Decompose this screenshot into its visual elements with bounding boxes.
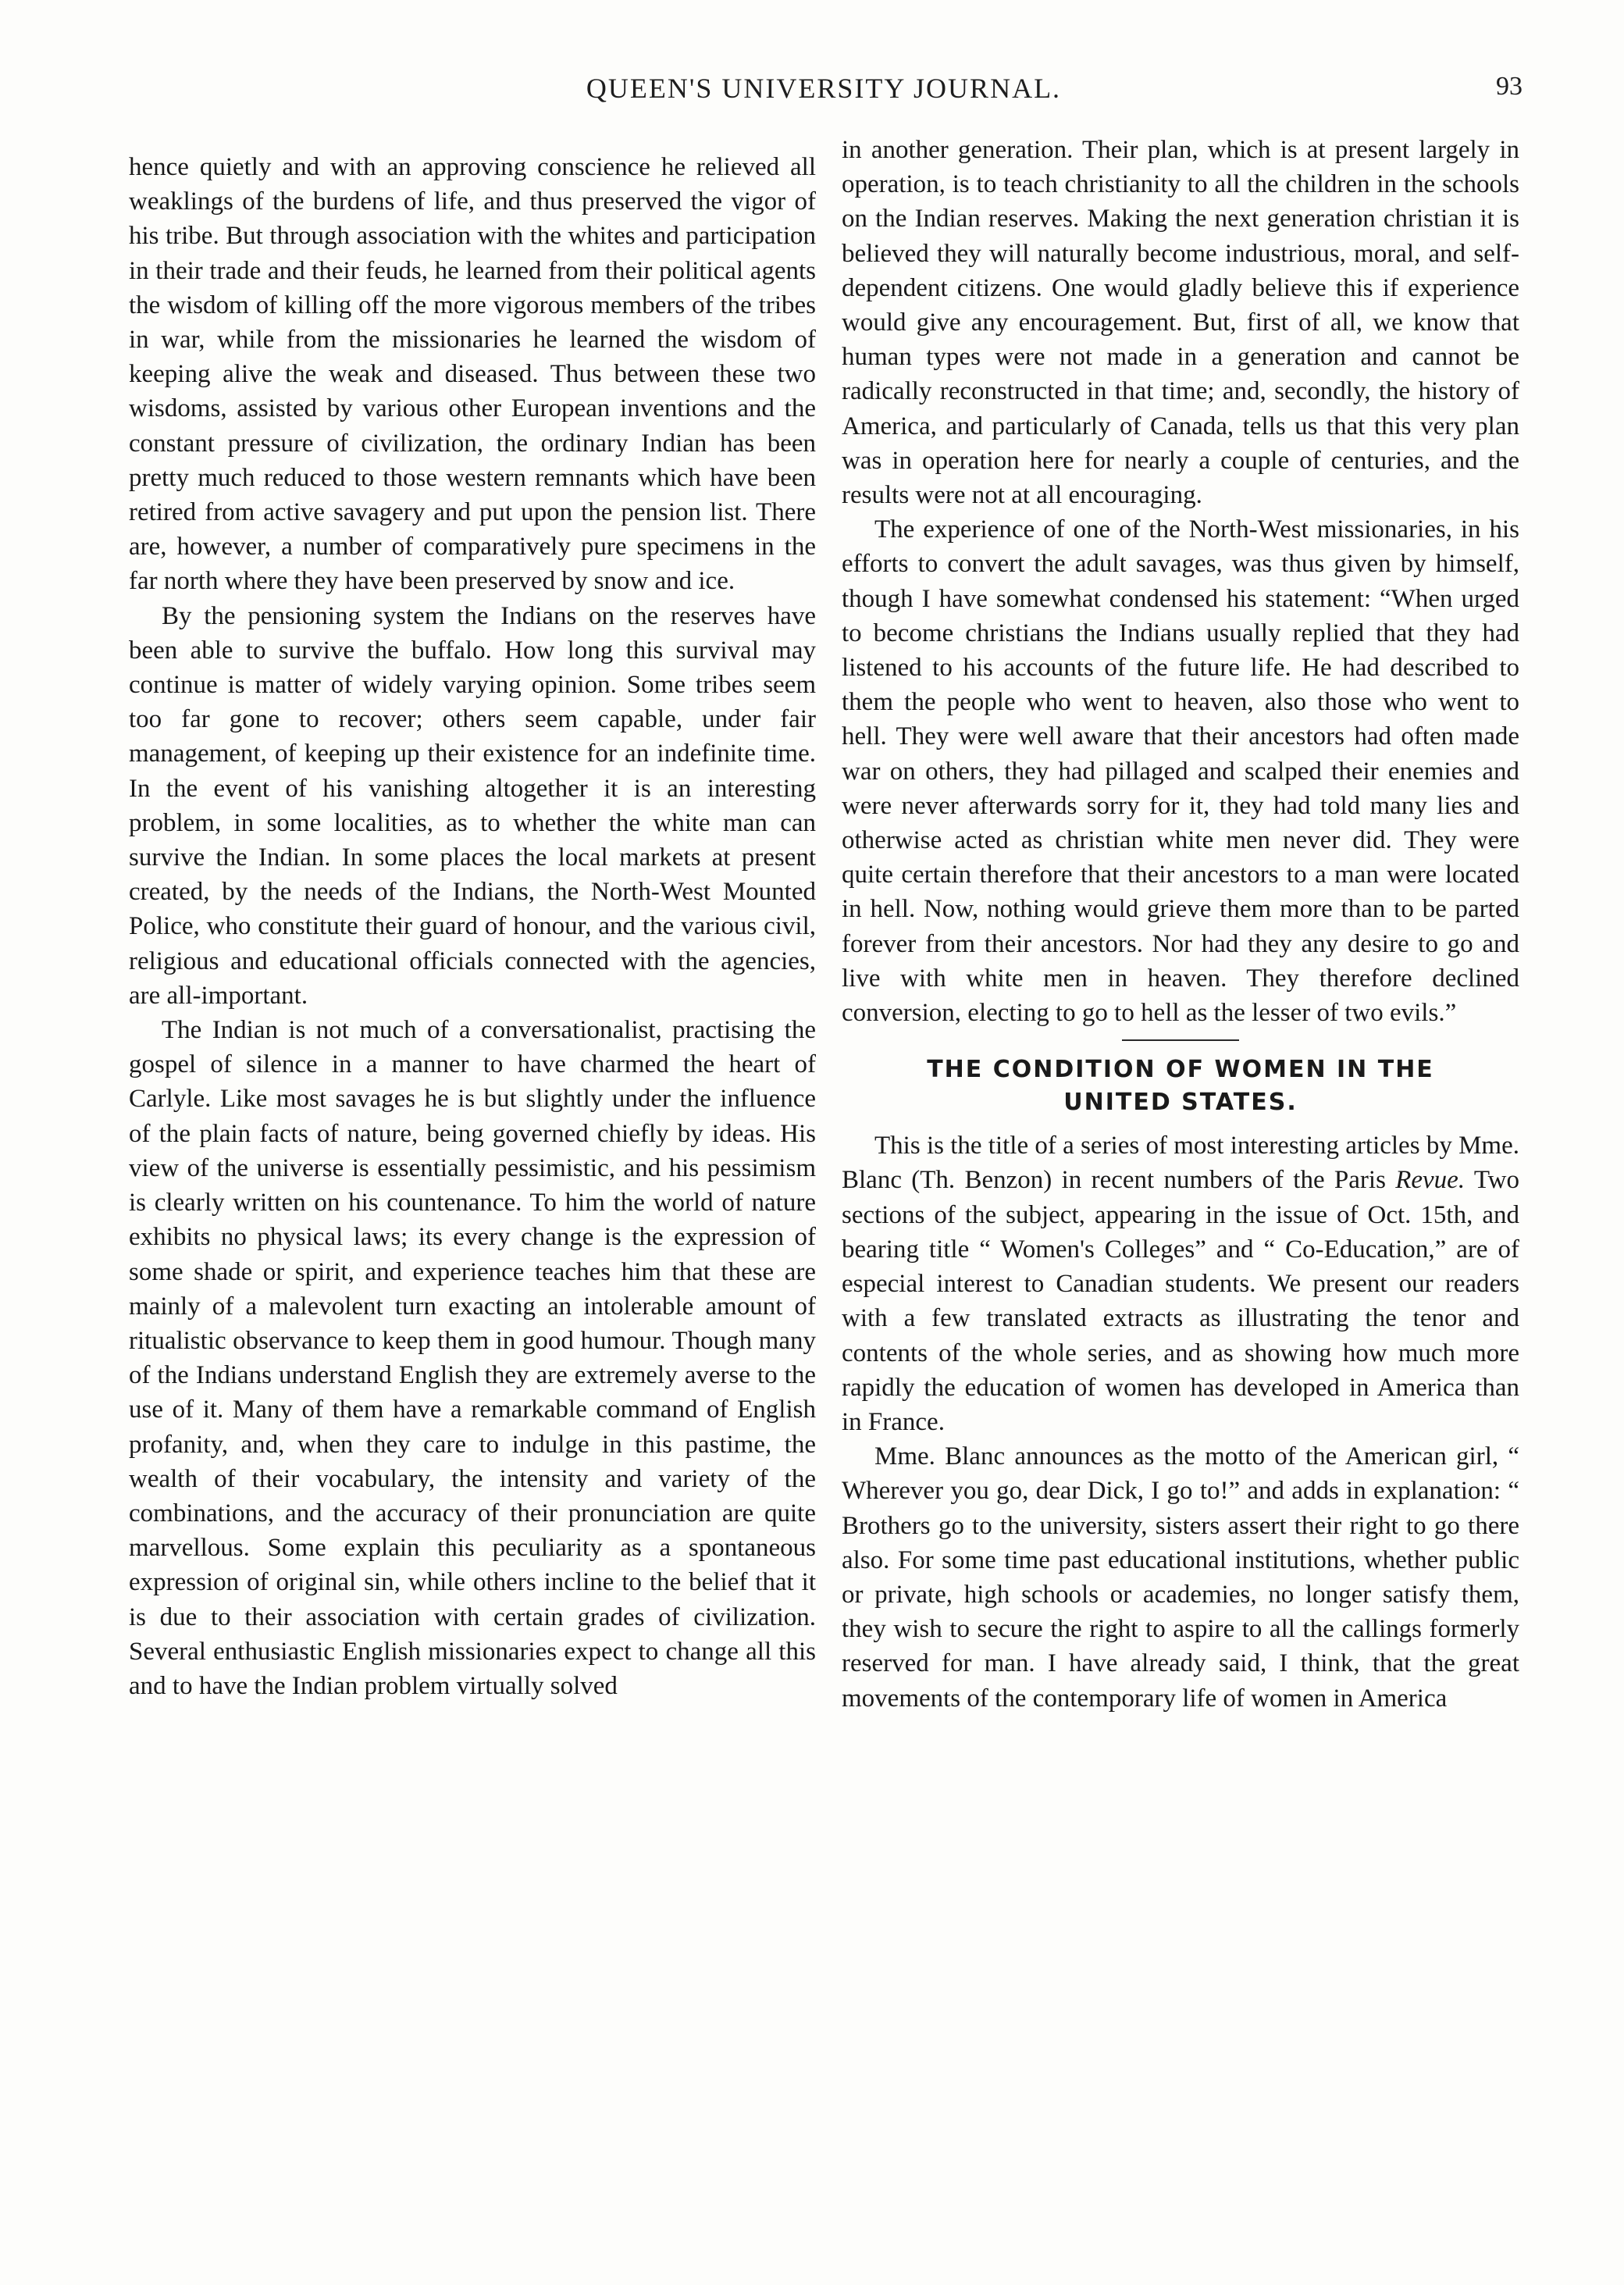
left-column (129, 150, 816, 1703)
journal-name: Revue. (1395, 1166, 1466, 1195)
article-heading-line: UNITED STATES. (1063, 1089, 1298, 1117)
paragraph: The experience of one of the North-West missionaries, in his efforts to convert the adult savages, was thus given by himself, though I have somewhat condensed his statement: “When urged to become christians the Indians usually replied that they had listened to his accounts of the future life. He had described to them the people who went to heaven, also those who went to hell. They were well aware that their ancestors had often made war on others, they had pillaged and scalped their enemies and were never afterwards sorry for it, they had told many lies and otherwise acted as christian white men never did. They were quite certain therefore that their ancestors to a man were located in hell. Now, nothing would grieve them more than to be parted forever from their ancestors. Nor had they any desire to go and live with white men in heaven. They therefore declined conversion, electing to go to hell as the lesser of two evils.” (842, 515, 1519, 1028)
paragraph: in another generation. Their plan, which is at present largely in operation, is to teach christianity to all the children in the schools on the Indian reserves. Making the next generation christian it is believed they will naturally become industrious, moral, and self-dependent citizens. One would gladly believe this if experience would give any encouragement. But, first of all, we know that human types were not made in a generation and cannot be radically reconstructed in that time; and, secondly, the history of America, and particularly of Canada, tells us that this very plan was in operation here for nearly a couple of centuries, and the results were not at all encouraging. (842, 136, 1519, 510)
article-heading (842, 1053, 1519, 1119)
paragraph: Mme. Blanc announces as the motto of the American girl, “ Wherever you go, dear Dick, I go to!” and adds in explanation: “ Brothers go to the university, sisters assert their right to go there also. For some time past educational institutions, whether public or private, high schools or academies, no longer satisfy them, they wish to secure the right to aspire to all the callings formerly reserved for man. I have already said, I think, that the great movements of the contemporary life of women in America (842, 1442, 1519, 1713)
paragraph: hence quietly and with an approving conscience he relieved all weaklings of the burdens of life, and thus preserved the vigor of his tribe. But through association with the whites and participation in their trade and their feuds, he learned from their political agents the wisdom of killing off the more vigorous members of the tribes in war, while from the missionaries he learned the wisdom of keeping alive the weak and diseased. Thus between these two wisdoms, assisted by various other European inventions and the constant pressure of civilization, the ordinary Indian has been pretty much reduced to those western remnants which have been retired from active savagery and put upon the pension list. There are, however, a number of comparatively pure specimens in the far north where they have been preserved by snow and ice. (129, 153, 816, 596)
paragraph (842, 1128, 1519, 1439)
paragraph-text: This is the title of a series of most interesting articles by Mme. Blanc (Th. Benzon) in recent numbers of the Paris (842, 1132, 1519, 1195)
right-column (842, 133, 1519, 1716)
running-title: QUEEN'S UNIVERSITY JOURNAL. (586, 73, 1062, 104)
paragraph: The Indian is not much of a conversationalist, practising the gospel of silence in a manner to have charmed the heart of Carlyle. Like most savages he is but slightly under the influence of the plain facts of nature, being governed chiefly by ideas. His view of the universe is essentially pessimistic, and his pessimism is clearly written on his countenance. To him the world of nature exhibits no physical laws; its every change is the expression of some shade or spirit, and experience teaches him that these are mainly of a malevolent turn exacting an intolerable amount of ritualistic observance to keep them in good humour. Though many of the Indians understand English they are extremely averse to the use of it. Many of them have a remarkable command of English profanity, and, when they care to indulge in this pastime, the wealth of their vocabulary, the intensity and variety of the combinations, and the accuracy of their pronunciation are quite marvellous. Some explain this peculiarity as a spontaneous expression of original sin, while others incline to the belief that it is due to their association with certain grades of civilization. Several enthusiastic English missionaries expect to change all this and to have the Indian problem virtually solved (129, 1016, 816, 1700)
page-header (125, 72, 1522, 119)
page-number: 93 (1496, 72, 1522, 101)
paragraph: By the pensioning system the Indians on the reserves have been able to survive the buffalo. How long this survival may continue is matter of widely varying opinion. Some tribes seem too far gone to recover; others seem capable, under fair management, of keeping up their existence for an indefinite time. In the event of his vanishing altogether it is an interesting problem, in some localities, as to whether the white man can survive the Indian. In some places the local markets at present created, by the needs of the Indians, the North-West Mounted Police, who constitute their guard of honour, and the various civil, religious and educational officials connected with the agencies, are all-important. (129, 601, 816, 1010)
paragraph-text: Two sections of the subject, appearing in the issue of Oct. 15th, and bearing title “ Women's Colleges” and “ Co-Education,” are of especial interest to Canadian students. We present our readers with a few translated extracts as illustrating the tenor and contents of the whole series, and as showing how much more rapidly the education of women has developed in America than in France. (842, 1166, 1519, 1436)
article-heading-line: THE CONDITION OF WOMEN IN THE (927, 1056, 1434, 1084)
section-divider (1122, 1039, 1239, 1041)
